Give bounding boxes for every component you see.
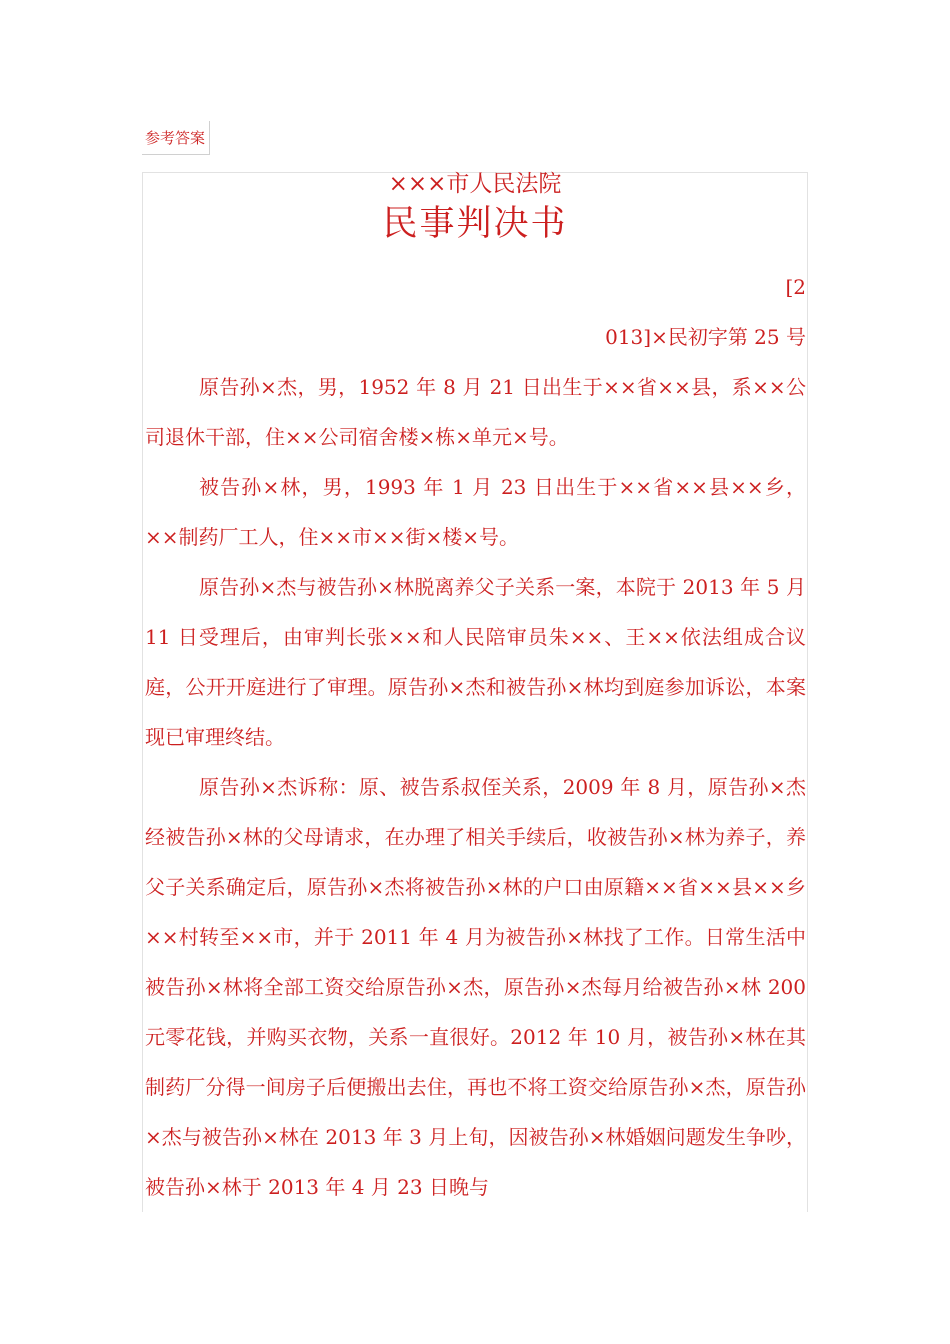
document-title: 民事判决书 bbox=[382, 204, 568, 244]
case-number-line-1: [2 bbox=[785, 275, 806, 299]
case-number bbox=[145, 262, 806, 362]
judgment-body bbox=[145, 362, 806, 1212]
reference-answer-label: 参考答案 bbox=[142, 121, 210, 155]
court-name: ×××市人民法院 bbox=[388, 171, 562, 197]
plaintiff-info-paragraph: 原告孙×杰，男，1952 年 8 月 21 日出生于××省××县，系××公司退休干部，住××公司宿舍楼×栋×单元×号。 bbox=[145, 375, 806, 449]
case-number-line-2: 013]×民初字第 25 号 bbox=[605, 325, 806, 349]
case-procedure-paragraph: 原告孙×杰与被告孙×林脱离养父子关系一案，本院于 2013 年 5 月 11 日受理后，由审判长张××和人民陪审员朱××、王××依法组成合议庭，公开开庭进行了审理。原告孙×杰和被告孙×林均到庭参加诉讼，本案现已审理终结。 bbox=[145, 575, 806, 749]
plaintiff-claim-paragraph: 原告孙×杰诉称：原、被告系叔侄关系，2009 年 8 月，原告孙×杰经被告孙×林的父母请求，在办理了相关手续后，收被告孙×林为养子，养父子关系确定后，原告孙×杰将被告孙×林的户口由原籍××省××县××乡××村转至××市，并于 2011 年 4 月为被告孙×林找了工作。日常生活中被告孙×林将全部工资交给原告孙×杰，原告孙×杰每月给被告孙×林 200 元零花钱，并购买衣物，关系一直很好。2012 年 10 月，被告孙×林在其制药厂分得一间房子后便搬出去住，再也不将工资交给原告孙×杰，原告孙×杰与被告孙×林在 2013 年 3 月上旬，因被告孙×林婚姻问题发生争吵，被告孙×林于 2013 年 4 月 23 日晚与 bbox=[145, 775, 806, 1199]
defendant-info-paragraph: 被告孙×林，男，1993 年 1 月 23 日出生于××省××县××乡，××制药厂工人，住××市××街×楼×号。 bbox=[145, 475, 806, 549]
